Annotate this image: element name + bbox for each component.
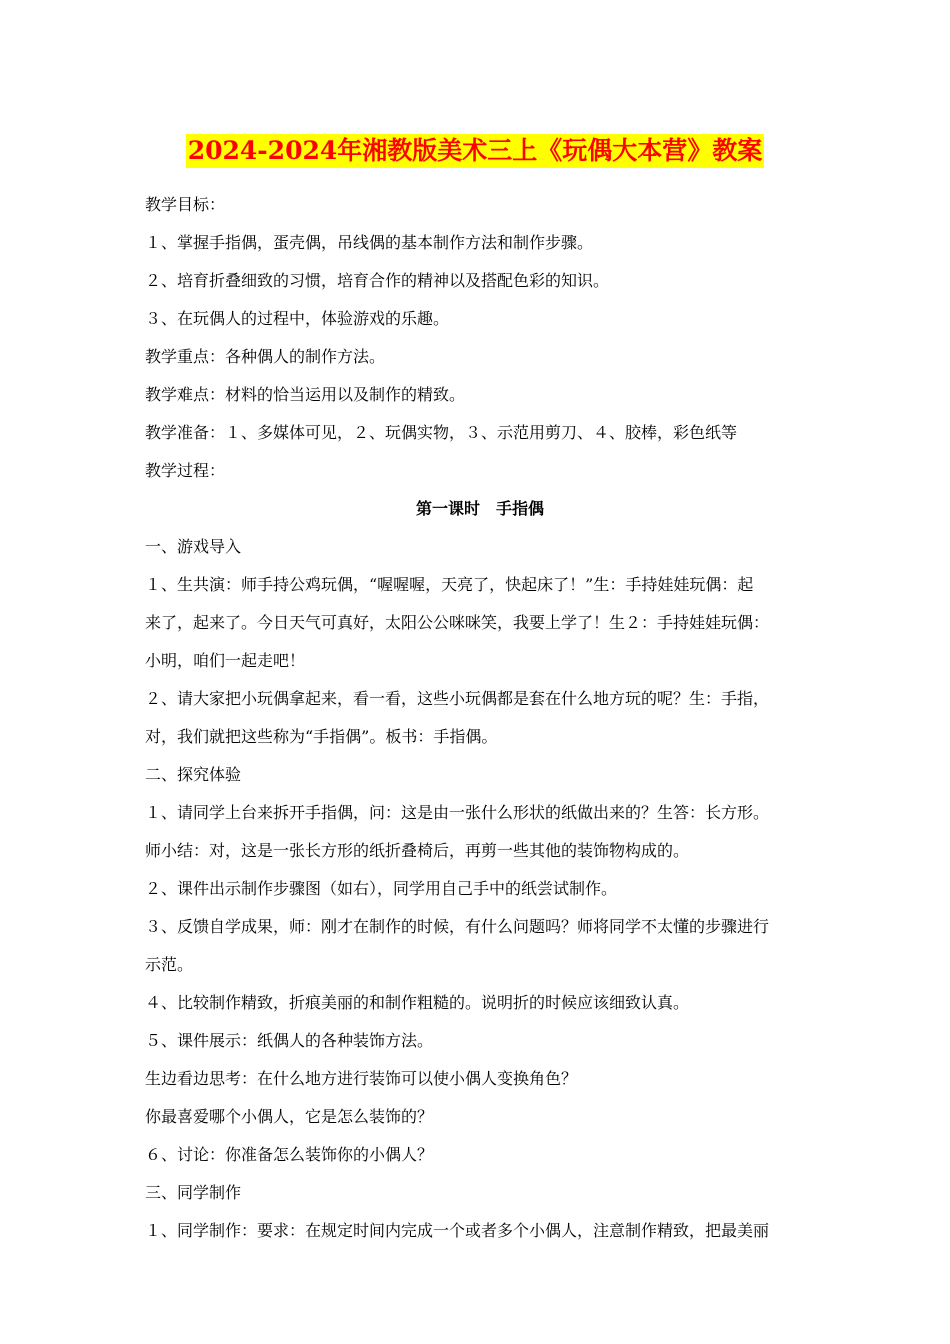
part2-p2: ２、课件出示制作步骤图（如右），同学用自己手中的纸尝试制作。 bbox=[145, 879, 618, 898]
key-points: 教学重点：各种偶人的制作方法。 bbox=[145, 347, 386, 366]
part2-p6: 生边看边思考：在什么地方进行装饰可以使小偶人变换角色？ bbox=[145, 1069, 578, 1088]
part2-p3-line2: 示范。 bbox=[145, 955, 194, 974]
difficult-points: 教学难点：材料的恰当运用以及制作的精致。 bbox=[145, 385, 466, 404]
document-body bbox=[145, 186, 815, 1250]
process-heading: 教学过程： bbox=[145, 461, 226, 480]
part2-heading: 二、探究体验 bbox=[145, 765, 242, 784]
objective-3: ３、在玩偶人的过程中，体验游戏的乐趣。 bbox=[145, 309, 450, 328]
preparation: 教学准备：１、多媒体可见，２、玩偶实物，３、示范用剪刀、４、胶棒，彩色纸等 bbox=[145, 423, 738, 442]
part2-p8: ６、讨论：你准备怎么装饰你的小偶人？ bbox=[145, 1145, 434, 1164]
objective-2: ２、培育折叠细致的习惯，培育合作的精神以及搭配色彩的知识。 bbox=[145, 271, 610, 290]
part2-p4: ４、比较制作精致，折痕美丽的和制作粗糙的。说明折的时候应该细致认真。 bbox=[145, 993, 690, 1012]
section-heading: 第一课时 手指偶 bbox=[415, 499, 544, 518]
objective-1: １、掌握手指偶，蛋壳偶，吊线偶的基本制作方法和制作步骤。 bbox=[145, 233, 594, 252]
objectives-heading: 教学目标： bbox=[145, 195, 226, 214]
document-title: 2024-2024年湘教版美术三上《玩偶大本营》教案 bbox=[186, 134, 765, 168]
title-container bbox=[0, 134, 950, 168]
part2-p1-line1: １、请同学上台来拆开手指偶，问：这是由一张什么形状的纸做出来的？生答：长方形。 bbox=[145, 803, 770, 822]
part1-p2-line1: ２、请大家把小玩偶拿起来，看一看，这些小玩偶都是套在什么地方玩的呢？生：手指， bbox=[145, 689, 770, 708]
part2-p1-line2: 师小结：对，这是一张长方形的纸折叠椅后，再剪一些其他的装饰物构成的。 bbox=[145, 841, 690, 860]
part1-heading: 一、游戏导入 bbox=[145, 537, 242, 556]
part3-heading: 三、同学制作 bbox=[145, 1183, 242, 1202]
part1-p1-line2: 来了，起来了。今日天气可真好，太阳公公咪咪笑，我要上学了！生２：手持娃娃玩偶： bbox=[145, 613, 770, 632]
part1-p1-line1: １、生共演：师手持公鸡玩偶，“喔喔喔，天亮了，快起床了！”生：手持娃娃玩偶：起 bbox=[145, 575, 754, 594]
part1-p1-line3: 小明，咱们一起走吧！ bbox=[145, 651, 306, 670]
part1-p2-line2: 对，我们就把这些称为“手指偶”。板书：手指偶。 bbox=[145, 727, 498, 746]
part2-p5: ５、课件展示：纸偶人的各种装饰方法。 bbox=[145, 1031, 434, 1050]
part3-p1: １、同学制作：要求：在规定时间内完成一个或者多个小偶人，注意制作精致，把最美丽 bbox=[145, 1221, 770, 1240]
part2-p7: 你最喜爱哪个小偶人，它是怎么装饰的？ bbox=[145, 1107, 434, 1126]
part2-p3-line1: ３、反馈自学成果，师：刚才在制作的时候，有什么问题吗？师将同学不太懂的步骤进行 bbox=[145, 917, 770, 936]
